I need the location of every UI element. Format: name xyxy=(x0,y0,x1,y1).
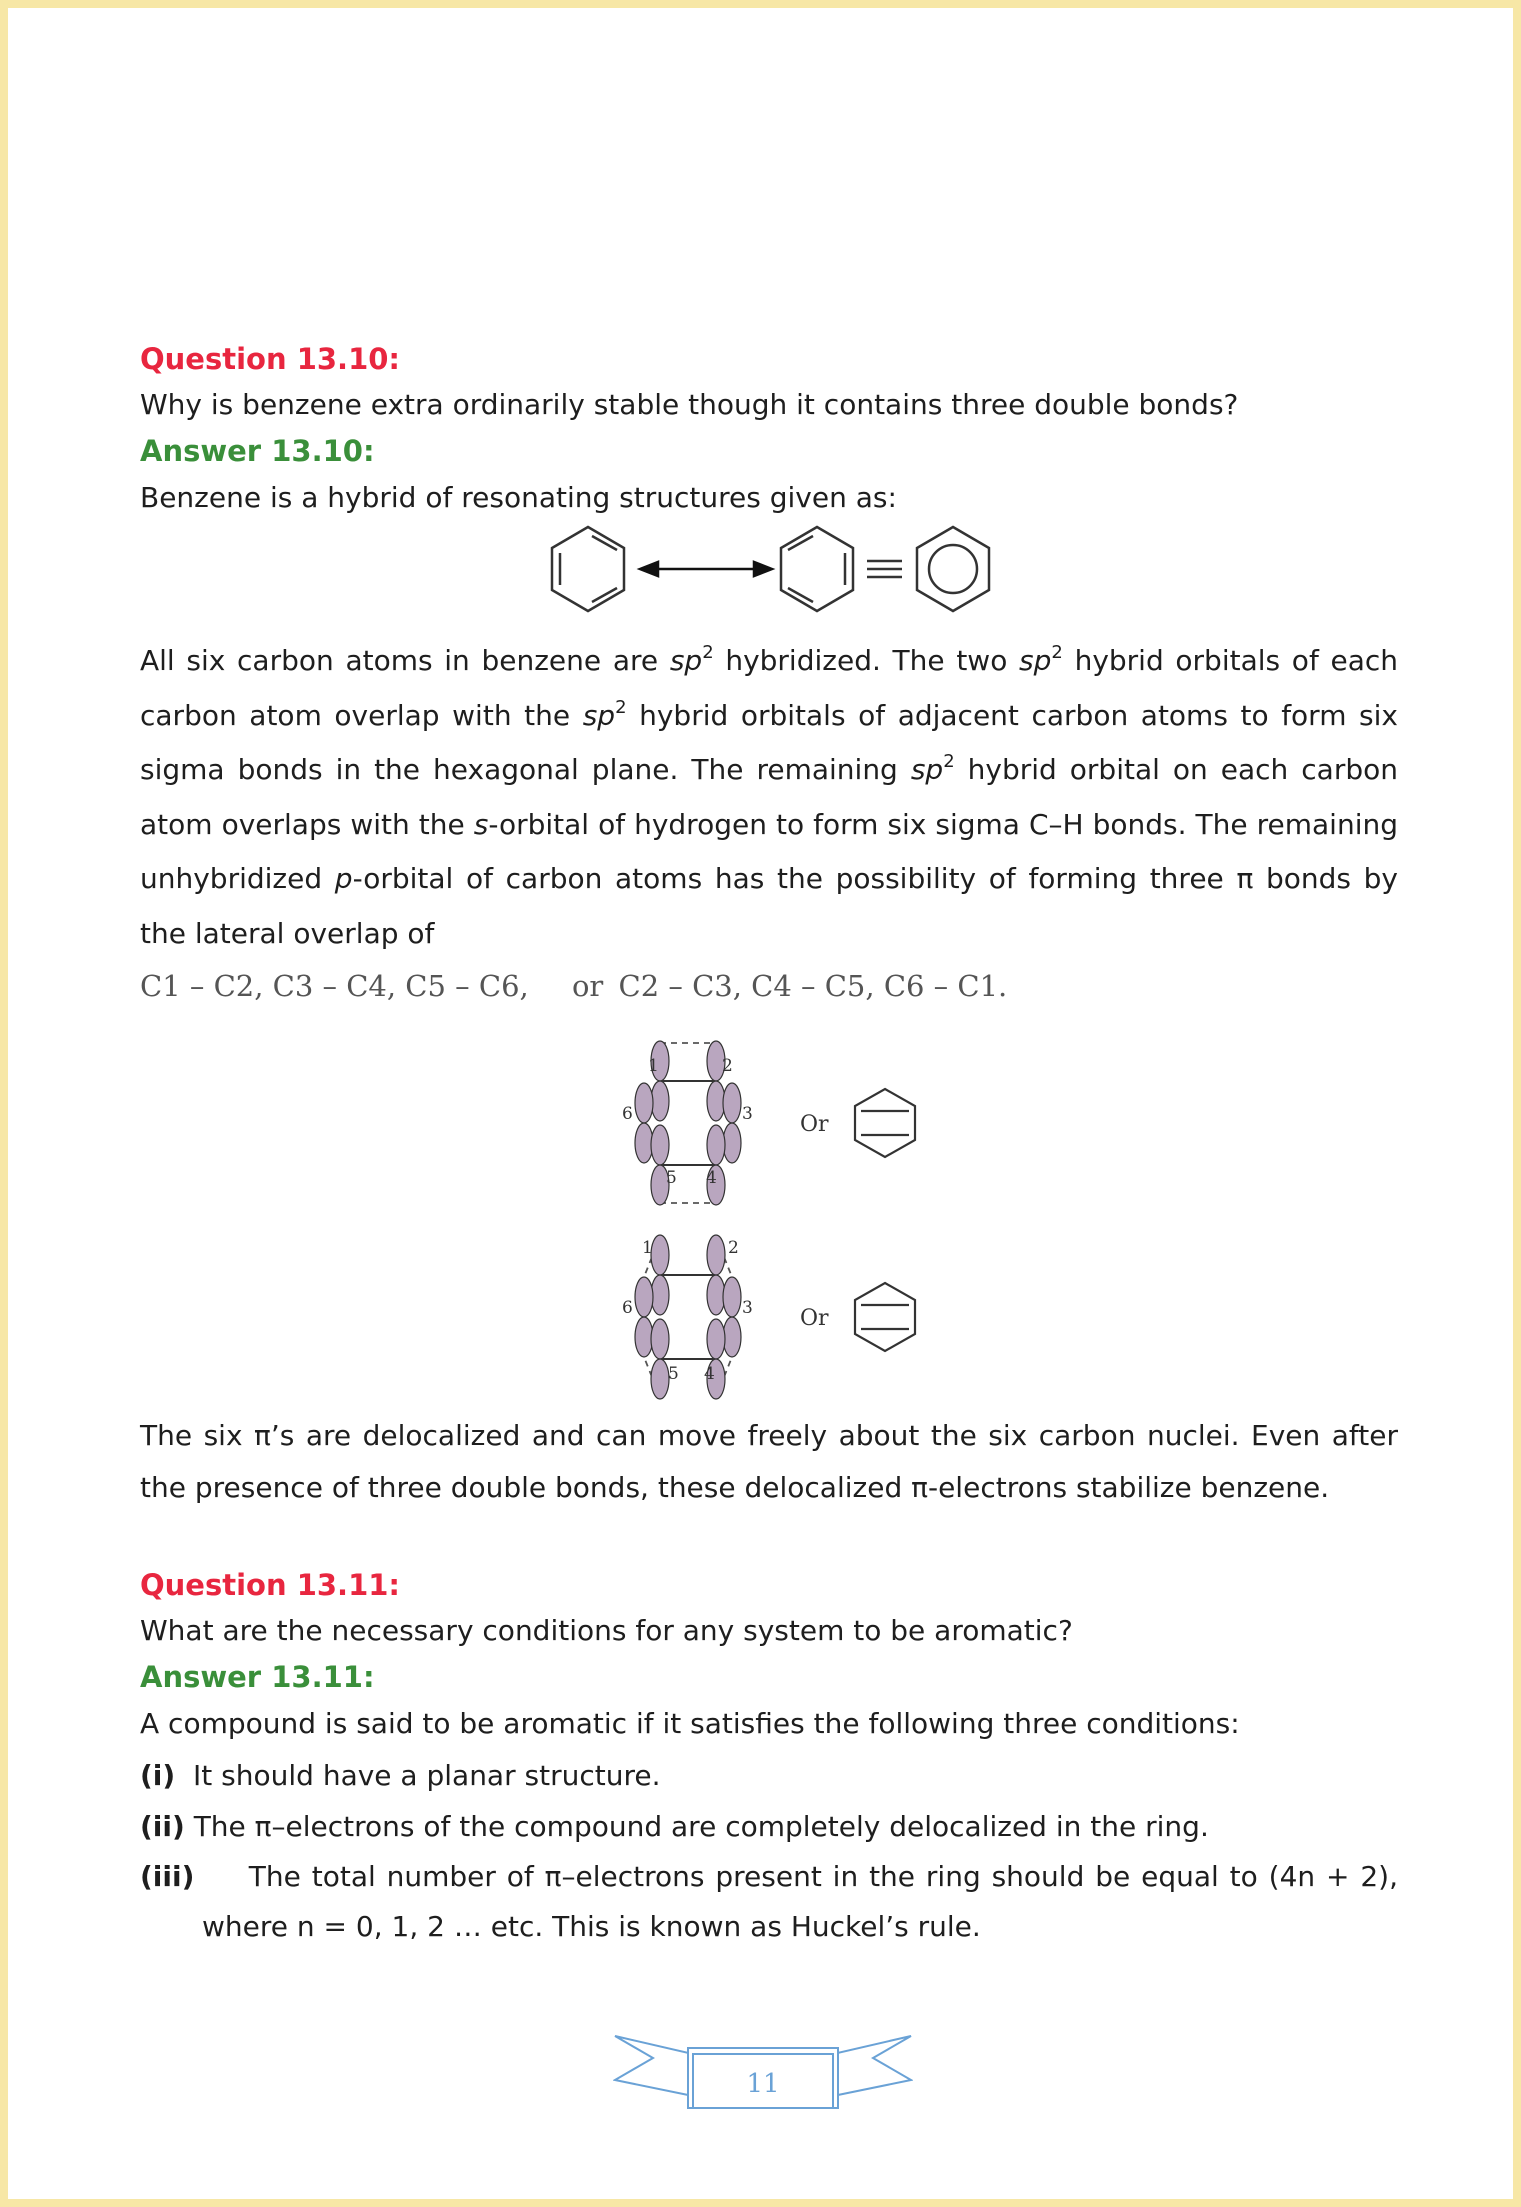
p-orbital-overlap-figure-2 xyxy=(140,1225,1398,1410)
svg-text:1: 1 xyxy=(642,1238,653,1258)
question-13-11-text: What are the necessary conditions for any system to be aromatic? xyxy=(140,1614,1073,1647)
or-label-2: Or xyxy=(800,1306,829,1331)
overlap-or: or xyxy=(571,969,604,1003)
content xyxy=(140,338,1398,1952)
benzene-kekule-1 xyxy=(855,1089,915,1157)
question-13-11-title: Question 13.11: xyxy=(140,1568,401,1602)
answer-13-10-conclusion: The six π’s are delocalized and can move freely about the six carbon nuclei. Even after the presence of three double bonds, these delocalized π-electrons stabilize benzene. xyxy=(140,1419,1398,1504)
answer-13-10-intro: Benzene is a hybrid of resonating structures given as: xyxy=(140,481,897,514)
question-13-10-title: Question 13.10: xyxy=(140,342,401,376)
svg-text:2: 2 xyxy=(728,1238,739,1258)
svg-text:2: 2 xyxy=(722,1056,733,1076)
equivalence-sign xyxy=(867,561,902,577)
resonance-arrow xyxy=(640,562,772,576)
svg-text:3: 3 xyxy=(742,1104,753,1124)
svg-text:5: 5 xyxy=(668,1364,679,1384)
or-label-1: Or xyxy=(800,1112,829,1137)
p-orbital-overlap-figure-1 xyxy=(140,1029,1398,1219)
svg-text:4: 4 xyxy=(706,1168,717,1188)
svg-text:5: 5 xyxy=(666,1168,677,1188)
answer-13-10-paragraph: All six carbon atoms in benzene are $sp^2$ hybridized. The two $sp^2$ hybrid orbitals of each carbon atom overlap with the $sp^2$ hybrid orbitals of adjacent carbon atoms to form six sigma bonds in the hexagonal plane. The remaining $sp^2$ hybrid orbital on each carbon atom overlaps with the s-orbital of hydrogen to form six sigma C–H bonds. The remaining unhybridized p-orbital of carbon atoms has the possibility of forming three π bonds by the lateral overlap of xyxy=(140,642,1399,950)
kekule-structure-2 xyxy=(781,527,853,611)
svg-text:4: 4 xyxy=(704,1364,715,1384)
page-number-ribbon xyxy=(613,2028,913,2118)
question-13-10-text: Why is benzene extra ordinarily stable though it contains three double bonds? xyxy=(140,388,1239,421)
answer-13-11-title: Answer 13.11: xyxy=(140,1660,375,1694)
carbon-overlap-pairs: C1 – C2, C3 – C4, C5 – C6, or C2 – C3, C4 – C5, C6 – C1. xyxy=(140,969,1008,1003)
condition-item-3: (iii) The total number of π–electrons present in the ring should be equal to (4n + 2), where n = 0, 1, 2 … etc. This is known as Huckel’s rule. xyxy=(140,1860,1398,1943)
condition-item-1: (i) It should have a planar structure. xyxy=(140,1759,661,1792)
benzene-kekule-2 xyxy=(855,1283,915,1351)
answer-13-10-title: Answer 13.10: xyxy=(140,434,375,468)
kekule-structure-1 xyxy=(552,527,624,611)
overlap-set-a: C1 – C2, C3 – C4, C5 – C6, xyxy=(140,969,529,1003)
page-number: 11 xyxy=(746,2069,780,2099)
condition-item-2: (ii) The π–electrons of the compound are completely delocalized in the ring. xyxy=(140,1810,1209,1843)
svg-text:6: 6 xyxy=(622,1104,633,1124)
svg-text:1: 1 xyxy=(648,1056,659,1076)
svg-text:3: 3 xyxy=(742,1298,753,1318)
answer-13-11-intro: A compound is said to be aromatic if it satisfies the following three conditions: xyxy=(140,1707,1240,1740)
svg-text:6: 6 xyxy=(622,1298,633,1318)
overlap-set-b: C2 – C3, C4 – C5, C6 – C1 xyxy=(618,969,999,1003)
benzene-resonance-figure xyxy=(140,524,1398,634)
